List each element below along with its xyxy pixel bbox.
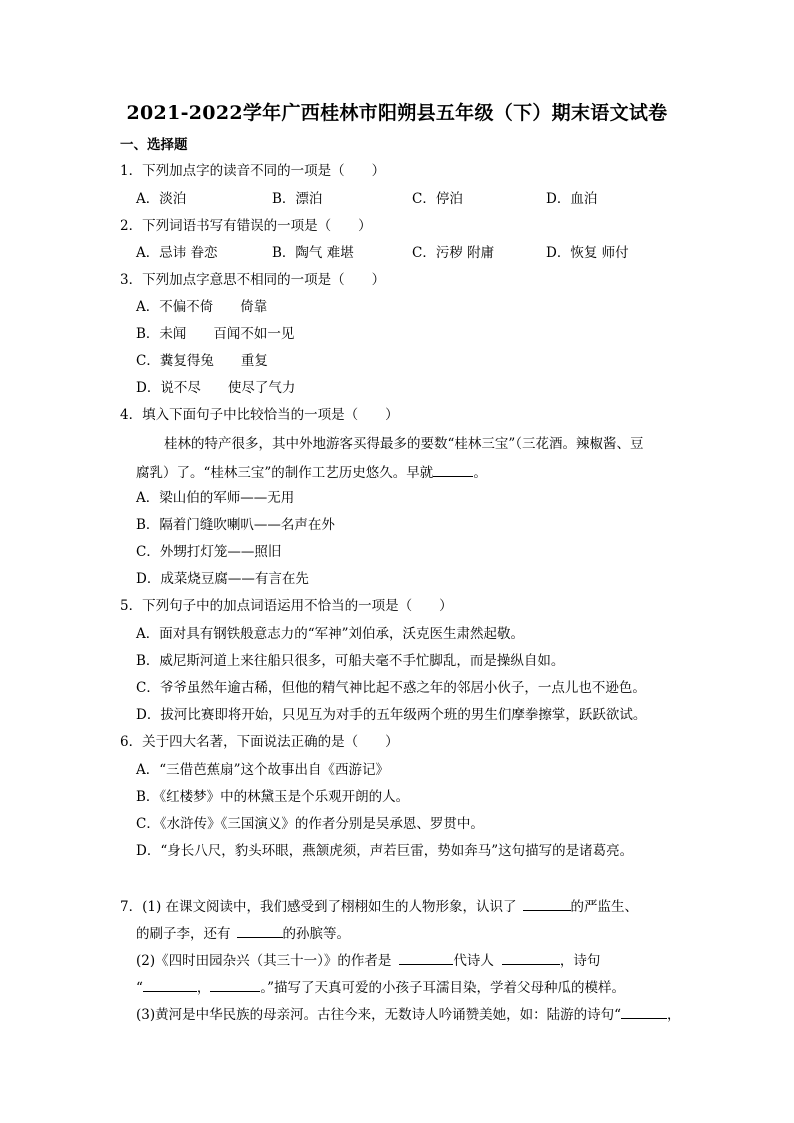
q7-text: 的孙膑等。 xyxy=(282,926,350,942)
q4-passage-end: 。 xyxy=(473,465,487,481)
q7-line-4 xyxy=(136,977,625,997)
q2-option-b: B．陶气 难堪 xyxy=(272,245,354,261)
q7-line-2 xyxy=(136,923,350,943)
q7-line-1 xyxy=(120,896,638,916)
q7-text: 的刷子李，还有 xyxy=(136,926,231,942)
q7-text: “ xyxy=(136,980,143,996)
section-heading: 一、选择题 xyxy=(120,137,188,153)
q1-option-b: B．漂泊 xyxy=(272,191,323,207)
q6-option-d: D．“身长八尺，豹头环眼，燕颔虎须，声若巨雷，势如奔马”这句描写的是诸葛亮。 xyxy=(136,843,634,859)
q7-text: (3)黄河是中华民族的母亲河。古往今来，无数诗人吟诵赞美她，如：陆游的诗句“ xyxy=(136,1007,622,1023)
q3-option-d: D．说不尽 使尽了气力 xyxy=(136,380,296,396)
question-4-stem: 4．填入下面句子中比较恰当的一项是（ ） xyxy=(120,407,399,423)
answer-blank[interactable] xyxy=(399,950,453,965)
q7-text: ，诗句 xyxy=(559,953,601,969)
q4-option-c: C．外甥打灯笼——照旧 xyxy=(136,544,282,560)
answer-blank[interactable] xyxy=(502,950,560,965)
q4-passage-line-2 xyxy=(136,462,487,482)
question-1-stem: 1．下列加点字的读音不同的一项是（ ） xyxy=(120,163,386,179)
q6-option-a: A．“三借芭蕉扇”这个故事出自《西游记》 xyxy=(136,762,390,778)
answer-blank[interactable] xyxy=(621,1004,667,1019)
q6-option-b: B．《红楼梦》中的林黛玉是个乐观开朗的人。 xyxy=(136,789,410,805)
q4-option-d: D．成菜烧豆腐——有言在先 xyxy=(136,571,309,587)
q7-text: (2)《四时田园杂兴（其三十一）》的作者是 xyxy=(136,953,392,969)
q1-option-d: D．血泊 xyxy=(546,191,598,207)
q7-line-3 xyxy=(136,950,600,970)
q4-passage-text: 腐乳）了。“桂林三宝”的制作工艺历史悠久。早就 xyxy=(136,465,434,481)
question-5-stem: 5．下列句子中的加点词语运用不恰当的一项是（ ） xyxy=(120,598,453,614)
page-title: 2021-2022学年广西桂林市阳朔县五年级（下）期末语文试卷 xyxy=(126,102,668,124)
answer-blank[interactable] xyxy=(210,977,260,992)
answer-blank[interactable] xyxy=(143,977,197,992)
q7-text: 。”描写了天真可爱的小孩子耳濡目染，学着父母种瓜的模样。 xyxy=(260,980,626,996)
q5-option-c: C．爷爷虽然年逾古稀，但他的精气神比起不惑之年的邻居小伙子，一点儿也不逊色。 xyxy=(136,680,646,696)
answer-blank[interactable] xyxy=(523,896,571,911)
q5-option-b: B．威尼斯河道上来往船只很多，可船夫毫不手忙脚乱，而是操纵自如。 xyxy=(136,653,565,669)
q7-line-5 xyxy=(136,1004,681,1024)
q7-text: 代诗人 xyxy=(453,953,494,969)
q4-option-b: B．隔着门缝吹喇叭——名声在外 xyxy=(136,517,335,533)
q1-option-a: A．淡泊 xyxy=(136,191,187,207)
q7-text: ， xyxy=(196,980,211,996)
question-6-stem: 6．关于四大名著，下面说法正确的是（ ） xyxy=(120,734,399,750)
q1-option-c: C．停泊 xyxy=(412,191,463,207)
answer-blank[interactable] xyxy=(237,923,283,938)
q4-passage-line-1: 桂林的特产很多，其中外地游客买得最多的要数“桂林三宝”（三花酒。辣椒酱、豆 xyxy=(164,436,644,452)
q7-text: 7．(1) 在课文阅读中，我们感受到了栩栩如生的人物形象，认识了 xyxy=(120,899,517,915)
q3-option-a: A．不偏不倚 倚靠 xyxy=(136,299,268,315)
q3-option-c: C．糞复得兔 重复 xyxy=(136,353,268,369)
q7-text: ， xyxy=(667,1007,681,1023)
q4-option-a: A．梁山伯的军师——无用 xyxy=(136,490,295,506)
q2-option-a: A．忌讳 眷恋 xyxy=(136,245,218,261)
answer-blank[interactable] xyxy=(433,462,473,477)
q7-text: 的严监生、 xyxy=(570,899,639,915)
question-2-stem: 2．下列词语书写有错误的一项是（ ） xyxy=(120,218,372,234)
q5-option-d: D．拔河比赛即将开始，只见互为对手的五年级两个班的男生们摩拳擦掌，跃跃欲试。 xyxy=(136,707,647,723)
q6-option-c: C．《水浒传》《三国演义》的作者分别是吴承恩、罗贯中。 xyxy=(136,816,484,832)
q2-option-d: D．恢复 师付 xyxy=(546,245,629,261)
q5-option-a: A．面对具有钢铁般意志力的“军神”刘伯承，沃克医生肃然起敬。 xyxy=(136,626,525,642)
q3-option-b: B．未闻 百闻不如一见 xyxy=(136,326,295,342)
q2-option-c: C．污秽 附庸 xyxy=(412,245,495,261)
question-3-stem: 3．下列加点字意思不相同的一项是（ ） xyxy=(120,272,386,288)
